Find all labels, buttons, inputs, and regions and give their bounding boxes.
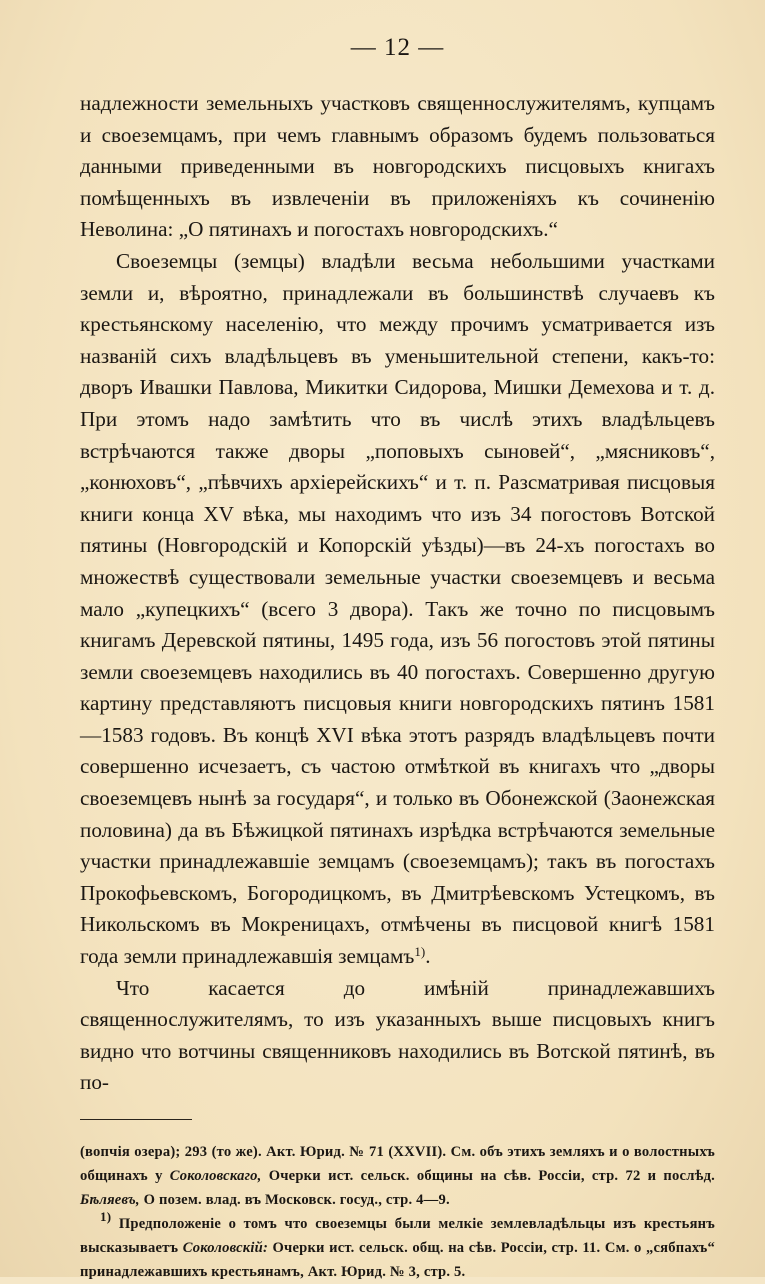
footnote-divider [80, 1119, 192, 1120]
footnotes [80, 1140, 715, 1284]
paragraph-svoezemtsy-end: . [425, 944, 431, 969]
footnote-1 [80, 1209, 715, 1284]
footnote-continued [80, 1140, 715, 1212]
footnote-1-text-1: Предположеніе о томъ что своеземцы были мелкіе землевладѣльцы изъ крестьянъ высказываетъ [80, 1216, 715, 1256]
footnote-author-sokolovsky: Соколовскаго, [169, 1168, 262, 1184]
paragraph-continued: надлежности земельныхъ участковъ священнослужителямъ, купцамъ и своеземцамъ, при чемъ главнымъ образомъ будемъ пользоваться данными приведенными въ новгородскихъ писцовыхъ книгахъ помѣщенныхъ въ извлеченіи въ приложеніяхъ къ сочиненію Неволина: „О пятинахъ и погостахъ новгородскихъ.“ [80, 91, 715, 242]
footnote-author-belyaev: Бѣляевъ, [80, 1192, 140, 1208]
paragraph-svoezemtsy-text: Своеземцы (земцы) владѣли весьма небольшими участками земли и, вѣроятно, принадлежали въ большинствѣ случаевъ къ крестьянскому населенію, что между прочимъ усматривается изъ названій сихъ владѣльцевъ въ уменьшительной степени, какъ-то: дворъ Ивашки Павлова, Микитки Сидорова, Мишки Демехова и т. д. При этомъ надо замѣтить что въ числѣ этихъ владѣльцевъ встрѣчаются также дворы „поповыхъ сыновей“, „мясниковъ“, „конюховъ“, „пѣвчихъ архіерейскихъ“ и т. п. Разсматривая писцовыя книги конца XV вѣка, мы находимъ что изъ 34 погостовъ Вотской пятины (Новгородскій и Копорскій уѣзды)—въ 24-хъ погостахъ во множествѣ существовали земельные участки своеземцевъ и весьма мало „купецкихъ“ (всего 3 двора). Такъ же точно по писцовымъ книгамъ Деревской пятины, 1495 года, изъ 56 погостовъ этой пятины земли своеземцевъ находились въ 40 погостахъ. Совершенно другую картину представляютъ писцовыя книги новгородскихъ пятинъ 1581—1583 годовъ. Въ концѣ XVI вѣка этотъ разрядъ владѣльцевъ почти совершенно исчезаетъ, съ частою отмѣткой въ книгахъ что „дворы своеземцевъ нынѣ за государя“, и только въ Обонежской (Заонежская половина) да въ Бѣжицкой пятинахъ изрѣдка встрѣчаются земельные участки принадлежавшіе земцамъ (своеземцамъ); такъ въ погостахъ Прокофьевскомъ, Богородицкомъ, въ Дмитрѣевскомъ Устецкомъ, въ Никольскомъ въ Мокреницахъ, отмѣчены въ писцовой книгѣ 1581 года земли принадлежавшія земцамъ [80, 248, 715, 969]
body-text [80, 88, 715, 1099]
footnote-ref-1[interactable]: 1) [414, 944, 426, 960]
footnote-continued-text-3: О позем. влад. въ Московск. госуд., стр. 4—9. [139, 1192, 450, 1208]
footnote-1-mark: 1) [100, 1209, 112, 1224]
paragraph-svoezemtsy [80, 246, 715, 973]
paragraph-clergy: Что касается до имѣній принадлежавшихъ священнослужителямъ, то изъ указанныхъ выше писцовыхъ книгъ видно что вотчины священниковъ находились въ Вотской пятинѣ, въ по- [80, 975, 715, 1095]
footnote-1-text-2: Очерки ист. сельск. общ. на сѣв. Россіи, стр. 11. См. о „сябпахъ“ принадлежавшихъ крестьянамъ, Акт. Юрид. № 3, стр. 5. [80, 1240, 715, 1280]
footnote-continued-text-2: Очерки ист. сельск. общины на сѣв. Россіи, стр. 72 и послѣд. [261, 1168, 715, 1184]
footnote-1-author: Соколовскій: [182, 1240, 269, 1256]
footnote-continued-text-1: (вопчія озера); 293 (то же). Акт. Юрид. № 71 (XXVII). См. объ этихъ земляхъ и о волостныхъ общинахъ у [80, 1144, 715, 1184]
page-number: — 12 — [350, 34, 445, 61]
